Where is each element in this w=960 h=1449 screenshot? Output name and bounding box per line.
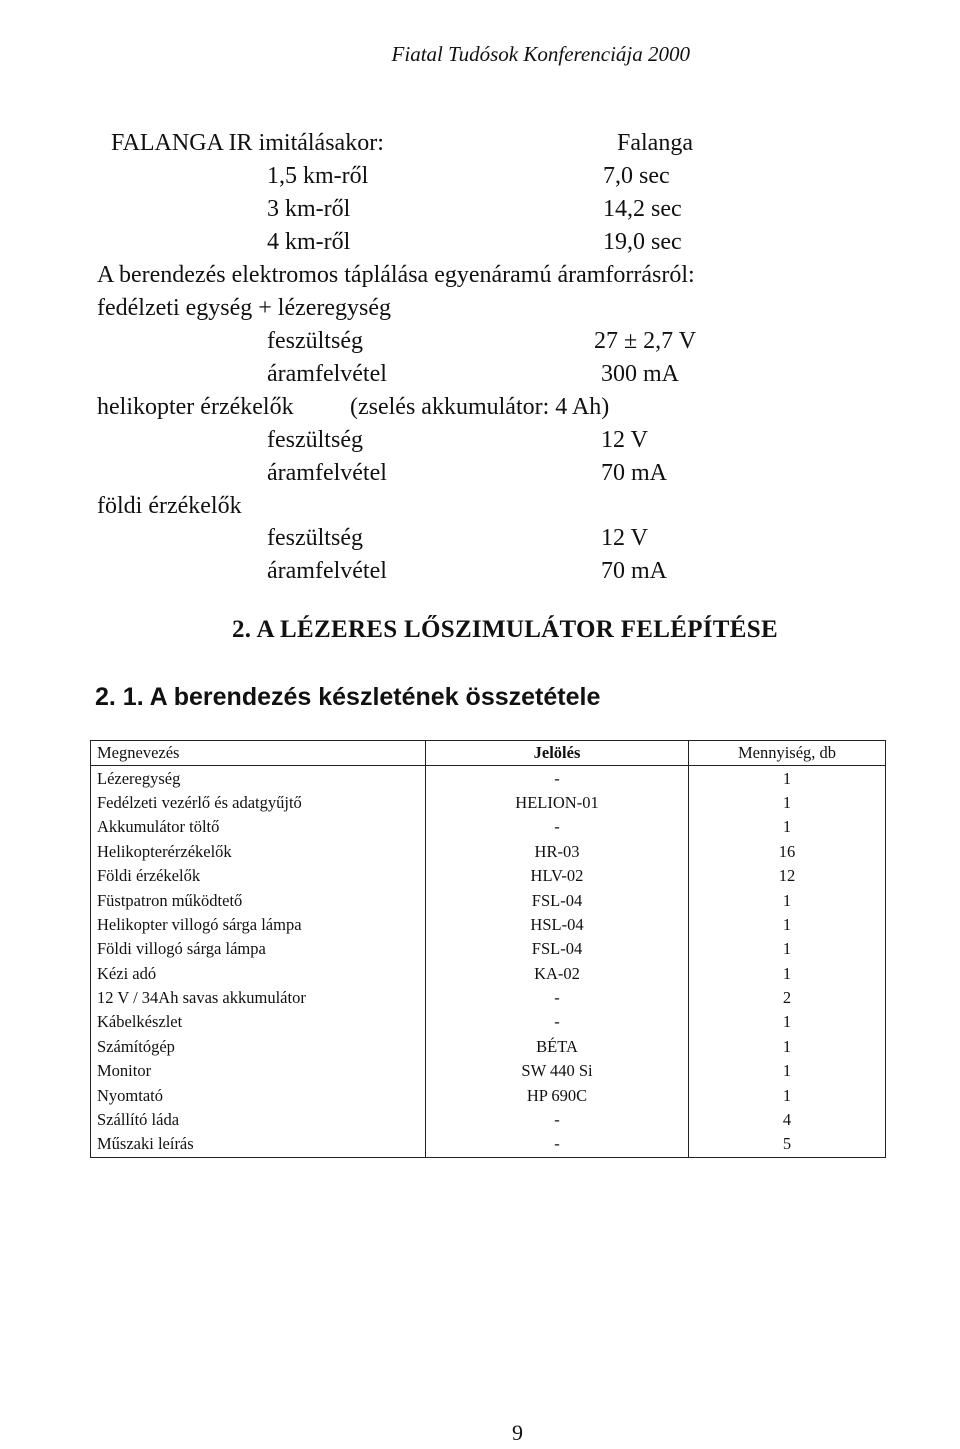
power-group-title: helikopter érzékelők (97, 394, 294, 420)
cell-code: - (426, 1132, 689, 1157)
cell-quantity: 4 (689, 1108, 886, 1132)
cell-code: SW 440 Si (426, 1059, 689, 1083)
page-number: 9 (512, 1420, 523, 1445)
falanga-row-label: 4 km-ről (267, 229, 351, 255)
cell-quantity: 1 (689, 1010, 886, 1034)
table-row (91, 791, 886, 815)
table-row (91, 864, 886, 888)
table-header-row (91, 741, 886, 766)
table-row (91, 840, 886, 864)
power-row-value: 12 V (601, 525, 648, 551)
cell-quantity: 1 (689, 815, 886, 839)
cell-name: Helikopterérzékelők (91, 840, 426, 864)
table-row (91, 1108, 886, 1132)
cell-quantity: 1 (689, 1035, 886, 1059)
falanga-row-label: 1,5 km-ről (267, 163, 369, 189)
cell-code: HLV-02 (426, 864, 689, 888)
cell-name: 12 V / 34Ah savas akkumulátor (91, 986, 426, 1010)
cell-code: - (426, 1010, 689, 1034)
falanga-heading: FALANGA IR imitálásakor: (111, 130, 384, 156)
cell-quantity: 1 (689, 1059, 886, 1083)
cell-quantity: 1 (689, 1083, 886, 1107)
falanga-row-value: 19,0 sec (603, 229, 682, 255)
table-row (91, 815, 886, 839)
power-group-title: földi érzékelők (97, 493, 242, 519)
power-row-value: 27 ± 2,7 V (594, 328, 697, 354)
table-row (91, 913, 886, 937)
falanga-column-label: Falanga (617, 130, 693, 156)
cell-name: Kézi adó (91, 962, 426, 986)
cell-code: BÉTA (426, 1035, 689, 1059)
power-row-label: feszültség (267, 525, 363, 551)
falanga-row-value: 7,0 sec (603, 163, 670, 189)
cell-name: Lézeregység (91, 766, 426, 791)
column-header-code: Jelölés (426, 741, 689, 766)
power-row-value: 12 V (601, 427, 648, 453)
cell-code: HELION-01 (426, 791, 689, 815)
power-row-label: áramfelvétel (267, 460, 387, 486)
cell-name: Akkumulátor töltő (91, 815, 426, 839)
cell-quantity: 1 (689, 888, 886, 912)
cell-name: Nyomtató (91, 1083, 426, 1107)
cell-code: HP 690C (426, 1083, 689, 1107)
table-row (91, 1059, 886, 1083)
power-group-title: fedélzeti egység + lézeregység (97, 295, 392, 321)
power-row-value: 70 mA (601, 460, 667, 486)
table-row (91, 962, 886, 986)
cell-quantity: 16 (689, 840, 886, 864)
subsection-heading: 2. 1. A berendezés készletének összetétele (95, 683, 601, 711)
cell-quantity: 12 (689, 864, 886, 888)
cell-name: Számítógép (91, 1035, 426, 1059)
cell-quantity: 1 (689, 913, 886, 937)
table-row (91, 1035, 886, 1059)
cell-quantity: 1 (689, 937, 886, 961)
power-row-label: feszültség (267, 427, 363, 453)
power-row-label: feszültség (267, 328, 363, 354)
falanga-row-value: 14,2 sec (603, 196, 682, 222)
power-row-label: áramfelvétel (267, 558, 387, 584)
cell-name: Műszaki leírás (91, 1132, 426, 1157)
cell-quantity: 1 (689, 766, 886, 791)
power-intro: A berendezés elektromos táplálása egyenáramú áramforrásról: (97, 262, 695, 288)
table-row (91, 1083, 886, 1107)
cell-quantity: 1 (689, 962, 886, 986)
column-header-name: Megnevezés (91, 741, 426, 766)
cell-name: Földi villogó sárga lámpa (91, 937, 426, 961)
cell-name: Füstpatron működtető (91, 888, 426, 912)
cell-code: - (426, 986, 689, 1010)
falanga-row-label: 3 km-ről (267, 196, 351, 222)
cell-code: HSL-04 (426, 913, 689, 937)
table-row (91, 937, 886, 961)
section-heading: 2. A LÉZERES LŐSZIMULÁTOR FELÉPÍTÉSE (232, 616, 778, 643)
power-row-label: áramfelvétel (267, 361, 387, 387)
running-header: Fiatal Tudósok Konferenciája 2000 (391, 42, 690, 66)
cell-name: Helikopter villogó sárga lámpa (91, 913, 426, 937)
table-row (91, 1010, 886, 1034)
table-row (91, 986, 886, 1010)
power-row-value: 70 mA (601, 558, 667, 584)
column-header-quantity: Mennyiség, db (689, 741, 886, 766)
cell-name: Monitor (91, 1059, 426, 1083)
cell-code: - (426, 1108, 689, 1132)
cell-code: FSL-04 (426, 888, 689, 912)
cell-name: Fedélzeti vezérlő és adatgyűjtő (91, 791, 426, 815)
cell-quantity: 2 (689, 986, 886, 1010)
cell-code: HR-03 (426, 840, 689, 864)
power-row-value: 300 mA (601, 361, 679, 387)
cell-name: Kábelkészlet (91, 1010, 426, 1034)
cell-name: Szállító láda (91, 1108, 426, 1132)
power-group-note: (zselés akkumulátor: 4 Ah) (350, 394, 610, 420)
cell-code: - (426, 815, 689, 839)
cell-quantity: 5 (689, 1132, 886, 1157)
cell-code: - (426, 766, 689, 791)
table-row (91, 888, 886, 912)
inventory-table (90, 740, 886, 1158)
table-row (91, 1132, 886, 1157)
cell-quantity: 1 (689, 791, 886, 815)
table-row (91, 766, 886, 791)
cell-code: FSL-04 (426, 937, 689, 961)
cell-name: Földi érzékelők (91, 864, 426, 888)
cell-code: KA-02 (426, 962, 689, 986)
